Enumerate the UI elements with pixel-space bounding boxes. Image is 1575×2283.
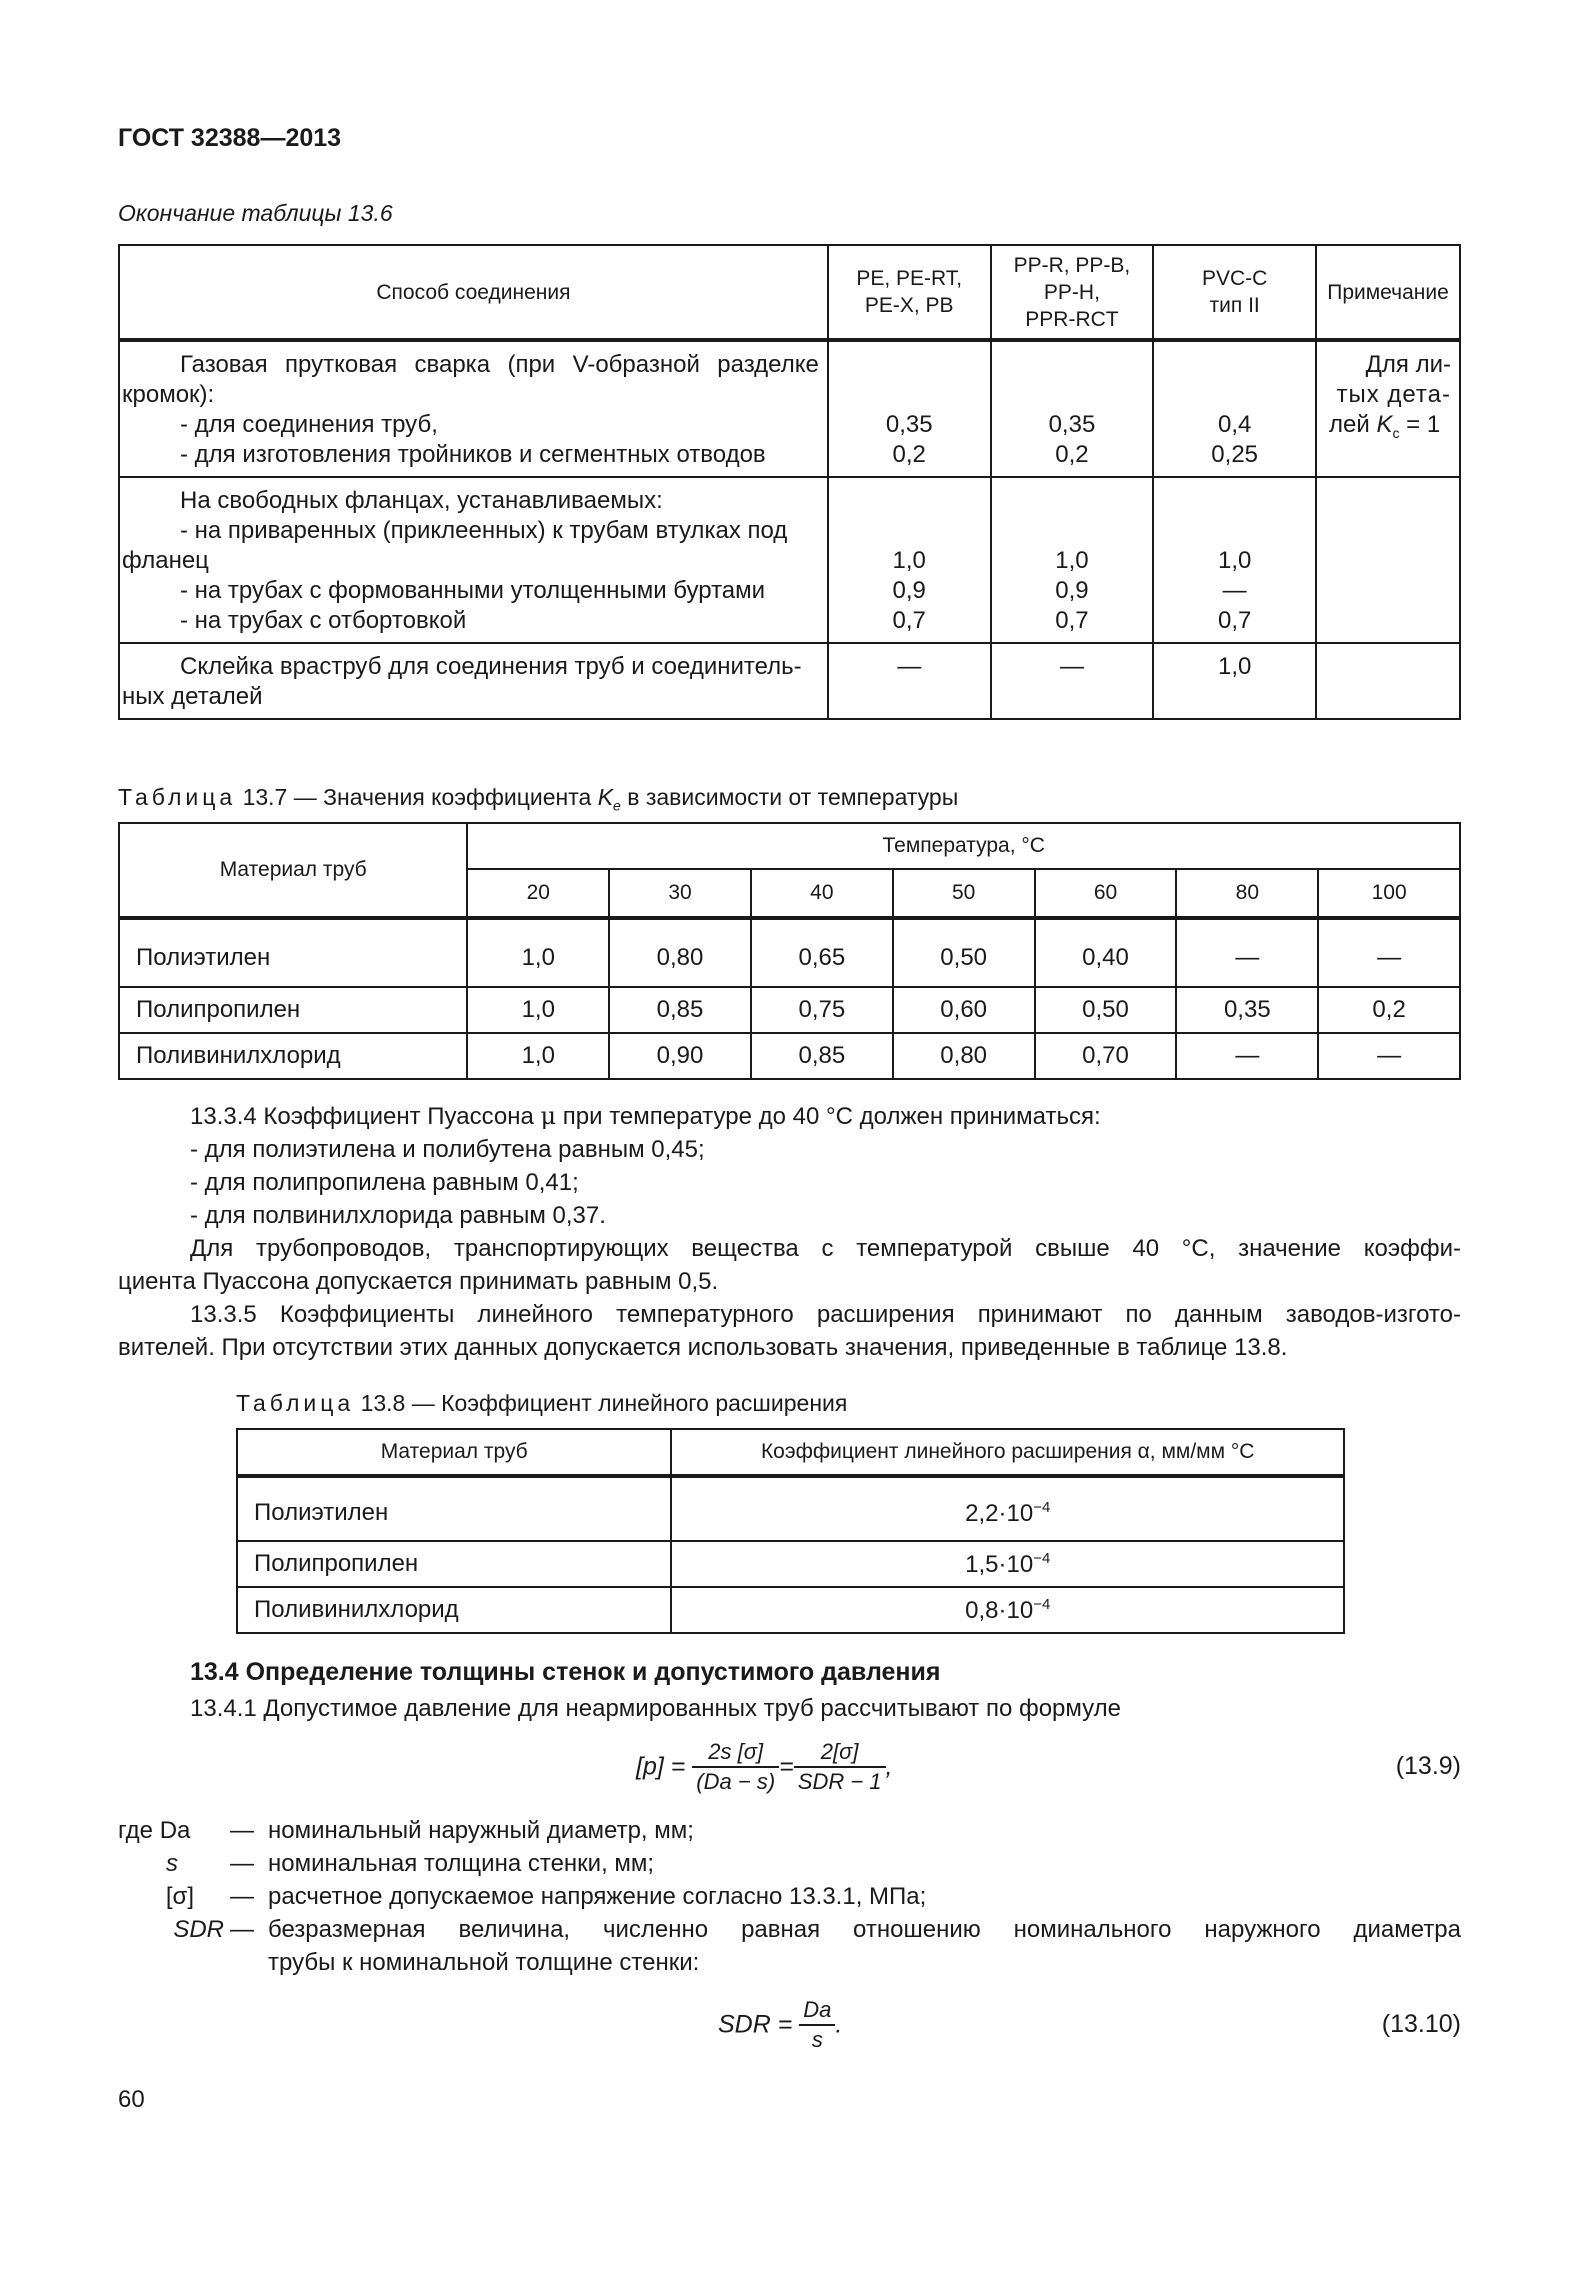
table-row	[237, 1541, 1344, 1587]
formula-13-9: [p] = $\frac{2s [\sigma]}{(Da - s)}$ = $\frac{2[\sigma]}{\text{SDR − 1}}$ ,	[636, 1739, 893, 1794]
legend-key: s	[166, 1850, 178, 1877]
section-heading: 13.4 Определение толщины стенок и допустимого давления	[190, 1658, 941, 1686]
coefficient-value: $2,2\cdot 10^{-4}$	[671, 1476, 1344, 1541]
legend-key: [σ]	[165, 1883, 194, 1910]
para-poisson-high-temp: Для трубопроводов, транспортирующих вещества с температурой свыше 40 °С, значение коэффи- циента Пуассона допускается принимать равным 0,5.	[118, 1235, 1461, 1295]
table-cell: 0,75	[751, 987, 893, 1033]
legend-key: SDR	[173, 1916, 224, 1943]
table-cell: 0,80	[893, 1033, 1035, 1079]
pe-cell: 0,35 0,2	[828, 340, 991, 477]
pe-cell: 1,0 0,9 0,7	[828, 477, 991, 643]
table-cell: 1,0	[467, 1033, 609, 1079]
header-note: Примечание	[1316, 245, 1460, 340]
para-13-3-5: 13.3.5 Коэффициенты линейного температурного расширения принимают по данным заводов-изгото- вителей. При отсутствии этих данных допускается использовать значения, приведенные в таблице 13.8.	[118, 1301, 1461, 1361]
table-row	[237, 1476, 1344, 1541]
table-row	[119, 987, 1460, 1033]
header-temperature: Температура, °С	[467, 823, 1460, 869]
pvc-cell: 0,4 0,25	[1153, 340, 1316, 477]
table-cell: 0,85	[751, 1033, 893, 1079]
legend-dash: —	[230, 1883, 254, 1910]
para-13-4-1: 13.4.1 Допустимое давление для неармированных труб рассчитывают по формуле	[190, 1695, 1121, 1722]
method-cell: Газовая прутковая сварка (при V-образной разделке кромок): - для соединения труб, - для изготовления тройников и сегментных отводов	[119, 340, 828, 477]
table-cell: 0,90	[609, 1033, 751, 1079]
table-13-8	[236, 1428, 1345, 1634]
pe-cell: —	[828, 643, 991, 719]
table-13-7	[118, 822, 1461, 1080]
pp-cell: 1,0 0,9 0,7	[991, 477, 1154, 643]
pvc-cell: 1,0 — 0,7	[1153, 477, 1316, 643]
table-cell: —	[1176, 918, 1318, 987]
table-cell: —	[1176, 1033, 1318, 1079]
equation-number: (13.10)	[1381, 2010, 1461, 2038]
table-cell: 0,40	[1035, 918, 1177, 987]
header-temp-value: 20	[467, 869, 609, 918]
note-cell: Для ли- тых дета- лей $K_c = 1$	[1316, 340, 1460, 477]
legend-text: трубы к номинальной толщине стенки:	[268, 1949, 700, 1976]
legend-dash: —	[230, 1817, 254, 1844]
table-row	[119, 1033, 1460, 1079]
legend-key: где Da	[118, 1817, 191, 1844]
table-header-row	[237, 1429, 1344, 1476]
standard-code: ГОСТ 32388—2013	[118, 124, 342, 152]
table-cell: 0,85	[609, 987, 751, 1033]
header-temp-value: 30	[609, 869, 751, 918]
material-name: Полиэтилен	[119, 918, 467, 987]
pvc-cell: 1,0	[1153, 643, 1316, 719]
table-cell: 0,2	[1318, 987, 1460, 1033]
table-row	[119, 477, 1460, 643]
table-cell: 0,35	[1176, 987, 1318, 1033]
pp-cell: 0,35 0,2	[991, 340, 1154, 477]
header-material: Материал труб	[119, 823, 467, 918]
table-cell: 1,0	[467, 987, 609, 1033]
material-name: Поливинилхлорид	[119, 1033, 467, 1079]
table-cell: 0,70	[1035, 1033, 1177, 1079]
legend-text: номинальный наружный диаметр, мм;	[268, 1817, 694, 1844]
table-cell: 0,60	[893, 987, 1035, 1033]
page-number: 60	[118, 2086, 145, 2113]
table-cell: 0,50	[1035, 987, 1177, 1033]
formula-13-10: SDR = $\frac{Da}{s}$ .	[718, 1997, 843, 2052]
table-header-row	[119, 245, 1460, 340]
header-coefficient: Коэффициент линейного расширения α, мм/мм °С	[671, 1429, 1344, 1476]
coefficient-value: $1,5\cdot 10^{-4}$	[671, 1541, 1344, 1587]
table-13-6-caption: Окончание таблицы 13.6	[118, 200, 393, 226]
header-temp-value: 40	[751, 869, 893, 918]
symbol-legend	[118, 1814, 1461, 1984]
material-name: Полиэтилен	[237, 1476, 671, 1541]
material-name: Полипропилен	[119, 987, 467, 1033]
table-cell: 0,80	[609, 918, 751, 987]
table-13-6	[118, 244, 1461, 720]
note-cell	[1316, 643, 1460, 719]
table-row	[237, 1587, 1344, 1633]
header-temp-value: 80	[1176, 869, 1318, 918]
table-13-7-title: Таблица 13.7 — Значения коэффициента $K_e$ в зависимости от температуры	[118, 784, 959, 814]
table-row	[119, 918, 1460, 987]
legend-dash: —	[230, 1916, 254, 1943]
header-temp-value: 50	[893, 869, 1035, 918]
header-material: Материал труб	[237, 1429, 671, 1476]
legend-dash: —	[230, 1850, 254, 1877]
equation-number: (13.9)	[1395, 1752, 1461, 1780]
header-temp-value: 100	[1318, 869, 1460, 918]
table-cell: —	[1318, 918, 1460, 987]
pp-cell: —	[991, 643, 1154, 719]
table-13-8-title: Таблица 13.8 — Коэффициент линейного расширения	[236, 1390, 848, 1416]
table-row	[119, 340, 1460, 477]
table-row	[119, 643, 1460, 719]
header-pvc: PVC-C тип II	[1153, 245, 1316, 340]
coefficient-value: $0,8\cdot 10^{-4}$	[671, 1587, 1344, 1633]
method-cell: На свободных фланцах, устанавливаемых: - на приваренных (приклеенных) к трубам втулках под фланец - на трубах с формованными утолщенными буртами - на трубах с отбортовкой	[119, 477, 828, 643]
header-method: Способ соединения	[119, 245, 828, 340]
legend-text: номинальная толщина стенки, мм;	[268, 1850, 655, 1877]
legend-text: расчетное допускаемое напряжение согласно 13.3.1, МПа;	[268, 1883, 927, 1910]
header-pp: PP-R, PP-B, PP-H, PPR-RCT	[991, 245, 1154, 340]
table-cell: 0,65	[751, 918, 893, 987]
table-cell: 1,0	[467, 918, 609, 987]
note-cell	[1316, 477, 1460, 643]
material-name: Полипропилен	[237, 1541, 671, 1587]
table-cell: 0,50	[893, 918, 1035, 987]
method-cell: Склейка враструб для соединения труб и соединитель- ных деталей	[119, 643, 828, 719]
table-cell: —	[1318, 1033, 1460, 1079]
header-pe: PE, PE-RT, PE-X, PB	[828, 245, 991, 340]
table-header-row	[119, 823, 1460, 869]
legend-text: безразмерная величина, численно равная отношению номинального наружного диаметра	[268, 1916, 1461, 1943]
header-temp-value: 60	[1035, 869, 1177, 918]
para-13-3-4: 13.3.4 Коэффициент Пуассона μ при температуре до 40 °С должен приниматься: - для полиэтилена и полибутена равным 0,45; - для полипропилена равным 0,41; - для полвинилхлорида равным 0,37.	[190, 1102, 1101, 1229]
material-name: Поливинилхлорид	[237, 1587, 671, 1633]
